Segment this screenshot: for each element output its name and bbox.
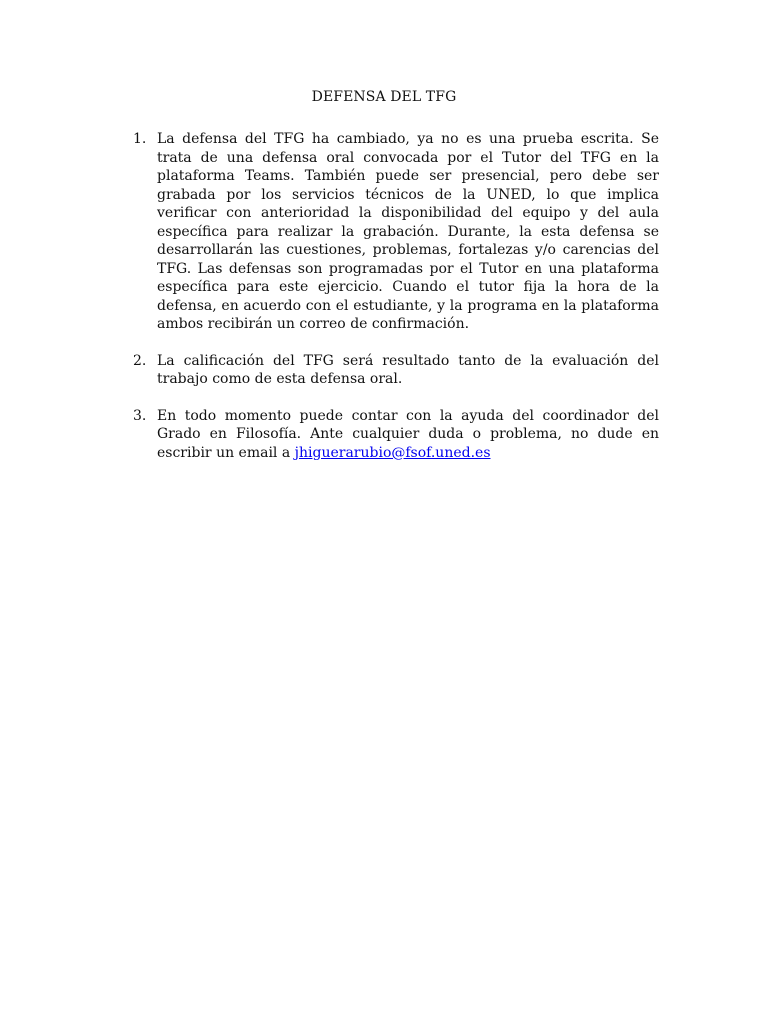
- list-item-number: 3.: [133, 407, 147, 424]
- list-item: [133, 130, 659, 334]
- document-title: DEFENSA DEL TFG: [311, 89, 457, 105]
- list-item-number: 1.: [133, 131, 147, 147]
- email-link[interactable]: jhiguerarubio@fsof.uned.es: [294, 444, 491, 461]
- list-item: [133, 352, 659, 389]
- list-item-text: La calificación del TFG será resultado tanto de la evaluación del trabajo como de esta defensa oral.: [157, 352, 659, 387]
- list-item-text: La defensa del TFG ha cambiado, ya no es una prueba escrita. Se trata de una defensa oral convocada por el Tutor del TFG en la plataforma Teams. También puede ser presencial, pero debe ser grabada por los servicios técnicos de la UNED, lo que implica verificar con anterioridad la disponibilidad del equipo y del aula específica para realizar la grabación. Durante, la esta defensa se desarrollarán las cuestiones, problemas, fortalezas y/o carencias del TFG. Las defensas son programadas por el Tutor en una plataforma específica para este ejercicio. Cuando el tutor fija la hora de la defensa, en acuerdo con el estudiante, y la programa en la plataforma ambos recibirán un correo de confirmación.: [157, 131, 659, 332]
- list-item: [133, 407, 659, 463]
- list-item-text: En todo momento puede contar con la ayuda del coordinador del Grado en Filosofía. Ante cualquier duda o problema, no dude en escribir un email a: [157, 407, 659, 461]
- list-item-number: 2.: [133, 352, 147, 369]
- numbered-list: [133, 130, 659, 480]
